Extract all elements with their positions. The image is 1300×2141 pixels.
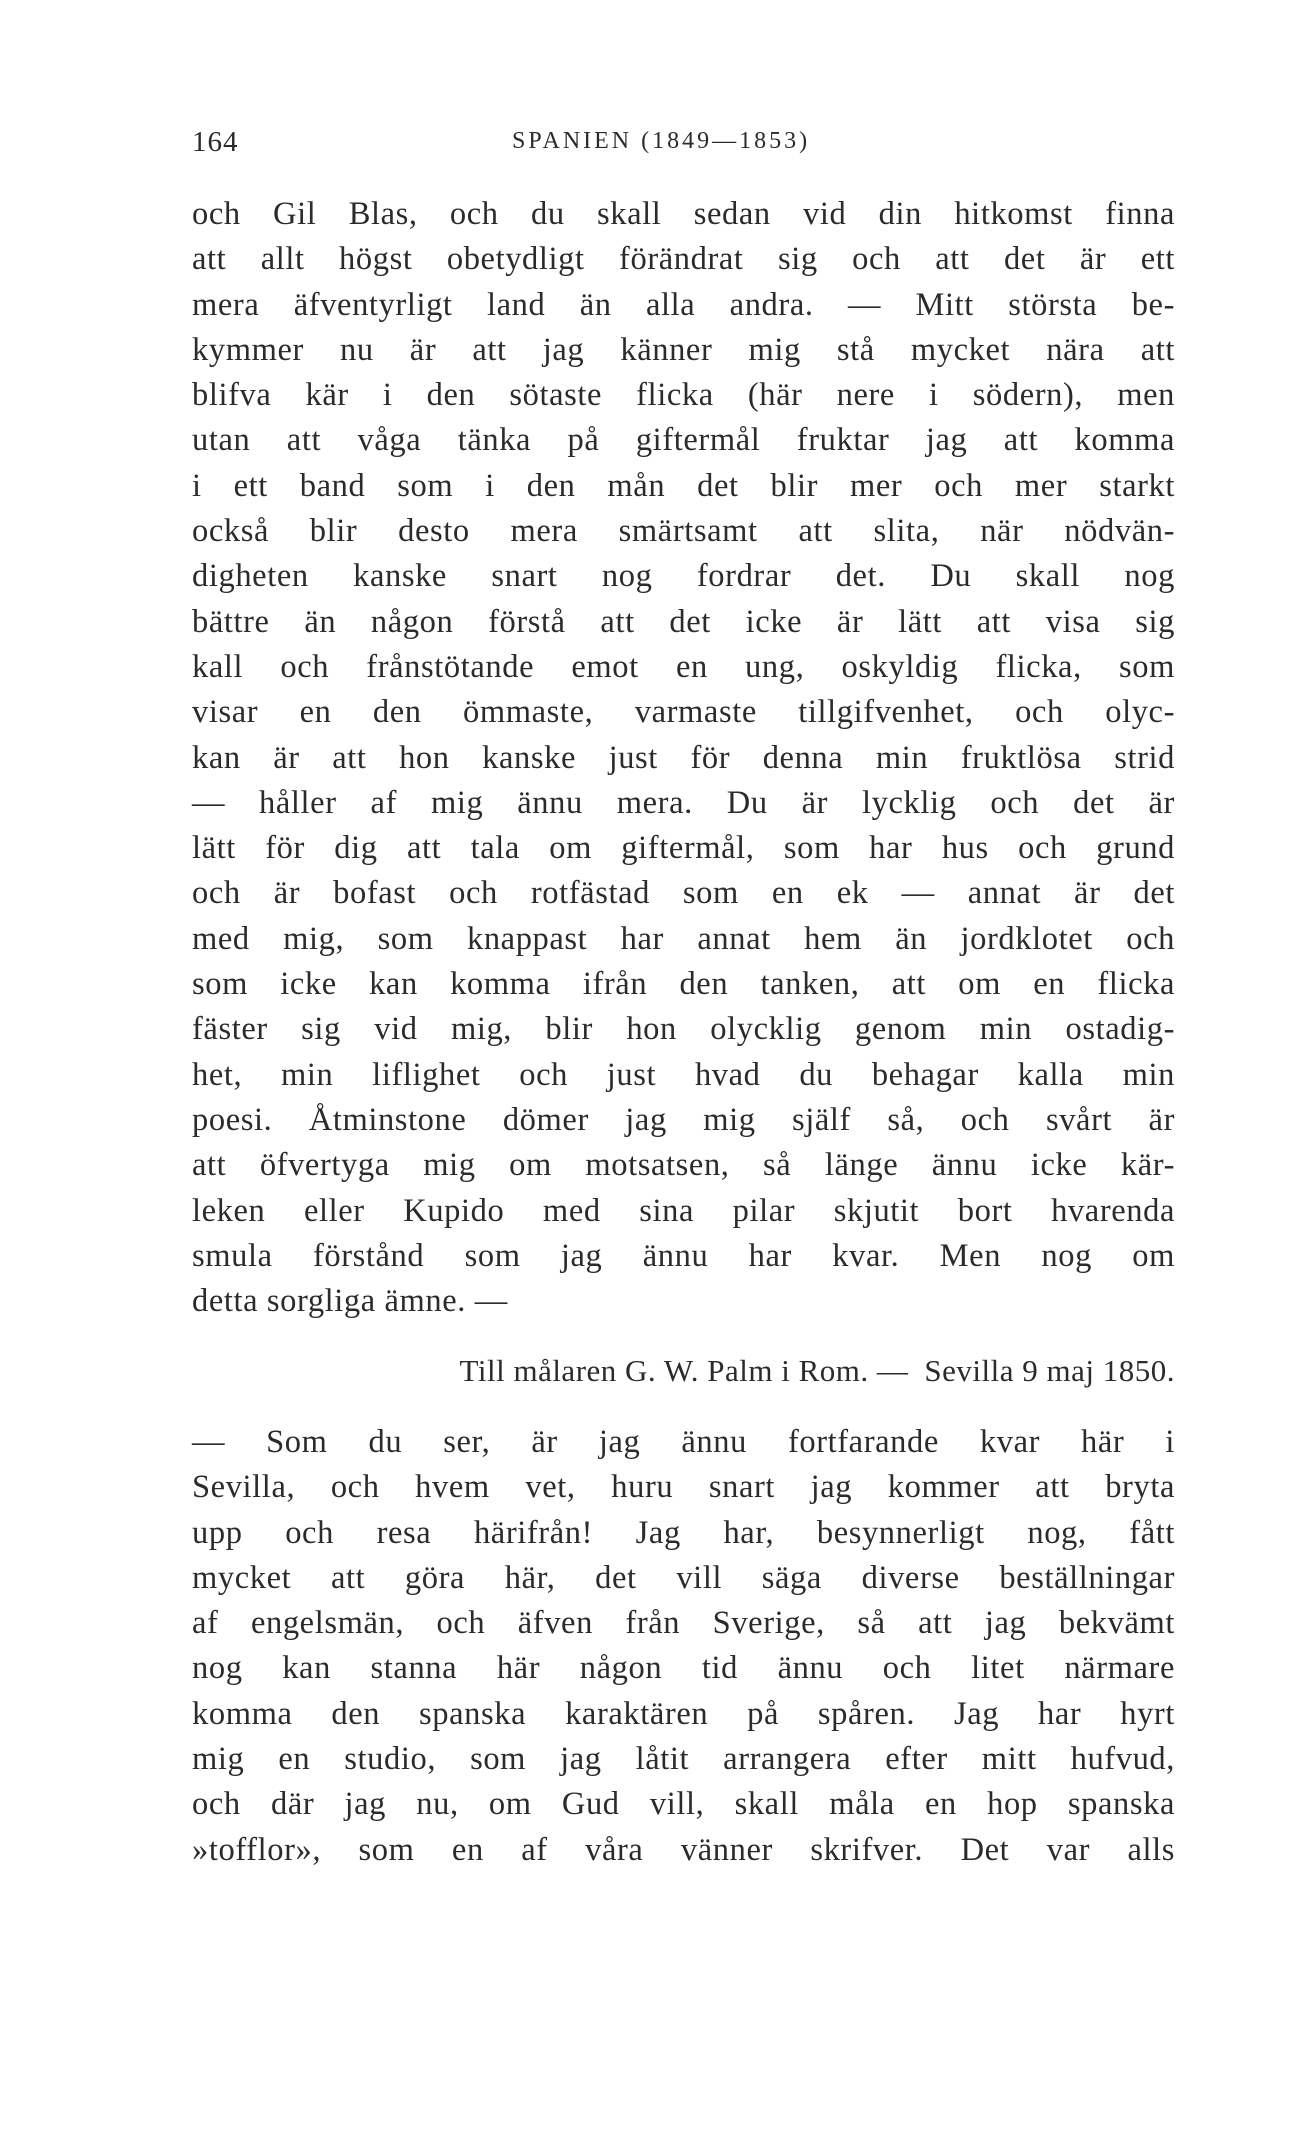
text-line: Sevilla, och hvem vet, huru snart jag kommer att bryta [192, 1469, 1175, 1506]
text-line: utan att våga tänka på giftermål fruktar jag att komma [192, 422, 1175, 459]
paragraph-new-letter [192, 1420, 1175, 1873]
text-line: leken eller Kupido med sina pilar skjutit bort hvarenda [192, 1192, 1175, 1229]
text-line: »tofflor», som en af våra vänner skrifver. Det var alls [192, 1831, 1175, 1868]
text-line: lätt för dig att tala om giftermål, som har hus och grund [192, 830, 1175, 867]
text-line: som icke kan komma ifrån den tanken, att om en flicka [192, 966, 1175, 1003]
text-line: komma den spanska karaktären på spåren. Jag har hyrt [192, 1695, 1175, 1732]
text-line: att allt högst obetydligt förändrat sig och att det är ett [192, 241, 1175, 278]
text-line: upp och resa härifrån! Jag har, besynnerligt nog, fått [192, 1514, 1175, 1551]
text-line: fäster sig vid mig, blir hon olycklig genom min ostadig- [192, 1011, 1175, 1048]
letter-recipient: Till målaren G. W. Palm i Rom. — [459, 1353, 909, 1388]
text-line: blifva kär i den sötaste flicka (här nere i södern), men [192, 377, 1175, 414]
text-line: också blir desto mera smärtsamt att slita, när nödvän- [192, 513, 1175, 550]
text-line: i ett band som i den mån det blir mer och mer starkt [192, 467, 1175, 504]
text-line: af engelsmän, och äfven från Sverige, så att jag bekvämt [192, 1605, 1175, 1642]
text-line: smula förstånd som jag ännu har kvar. Men nog om [192, 1237, 1175, 1274]
text-line: mycket att göra här, det vill säga diverse beställningar [192, 1559, 1175, 1596]
text-line: visar en den ömmaste, varmaste tillgifvenhet, och olyc- [192, 694, 1175, 731]
text-line: och där jag nu, om Gud vill, skall måla en hop spanska [192, 1786, 1175, 1823]
text-line: — håller af mig ännu mera. Du är lycklig och det är [192, 784, 1175, 821]
text-line: att öfvertyga mig om motsatsen, så länge ännu icke kär- [192, 1147, 1175, 1184]
running-title: SPANIEN (1849—1853) [512, 128, 811, 154]
text-line: poesi. Åtminstone dömer jag mig själf så, och svårt är [192, 1101, 1175, 1138]
text-line: — Som du ser, är jag ännu fortfarande kvar här i [192, 1424, 1175, 1460]
text-line: bättre än någon förstå att det icke är lätt att visa sig [192, 603, 1175, 640]
text-line: kymmer nu är att jag känner mig stå mycket nära att [192, 331, 1175, 368]
running-head [192, 126, 1175, 166]
paragraph-letter-continuation [192, 192, 1175, 1324]
page-number: 164 [192, 126, 239, 158]
text-line: med mig, som knappast har annat hem än jordklotet och [192, 920, 1175, 957]
text-line: kall och frånstötande emot en ung, oskyldig flicka, som [192, 648, 1175, 685]
text-line: mig en studio, som jag låtit arrangera efter mitt hufvud, [192, 1741, 1175, 1778]
text-line: mera äfventyrligt land än alla andra. — Mitt största be- [192, 286, 1175, 323]
letter-place-date: Sevilla 9 maj 1850. [924, 1353, 1175, 1388]
text-line: digheten kanske snart nog fordrar det. Du skall nog [192, 558, 1175, 595]
text-line: nog kan stanna här någon tid ännu och litet närmare [192, 1650, 1175, 1687]
text-line: och är bofast och rotfästad som en ek — annat är det [192, 875, 1175, 912]
letter-heading [192, 1348, 1175, 1393]
text-line: kan är att hon kanske just för denna min fruktlösa strid [192, 739, 1175, 776]
text-line: och Gil Blas, och du skall sedan vid din hitkomst finna [192, 196, 1175, 232]
text-line: detta sorgliga ämne. — [192, 1283, 508, 1320]
text-line: het, min liflighet och just hvad du behagar kalla min [192, 1056, 1175, 1093]
